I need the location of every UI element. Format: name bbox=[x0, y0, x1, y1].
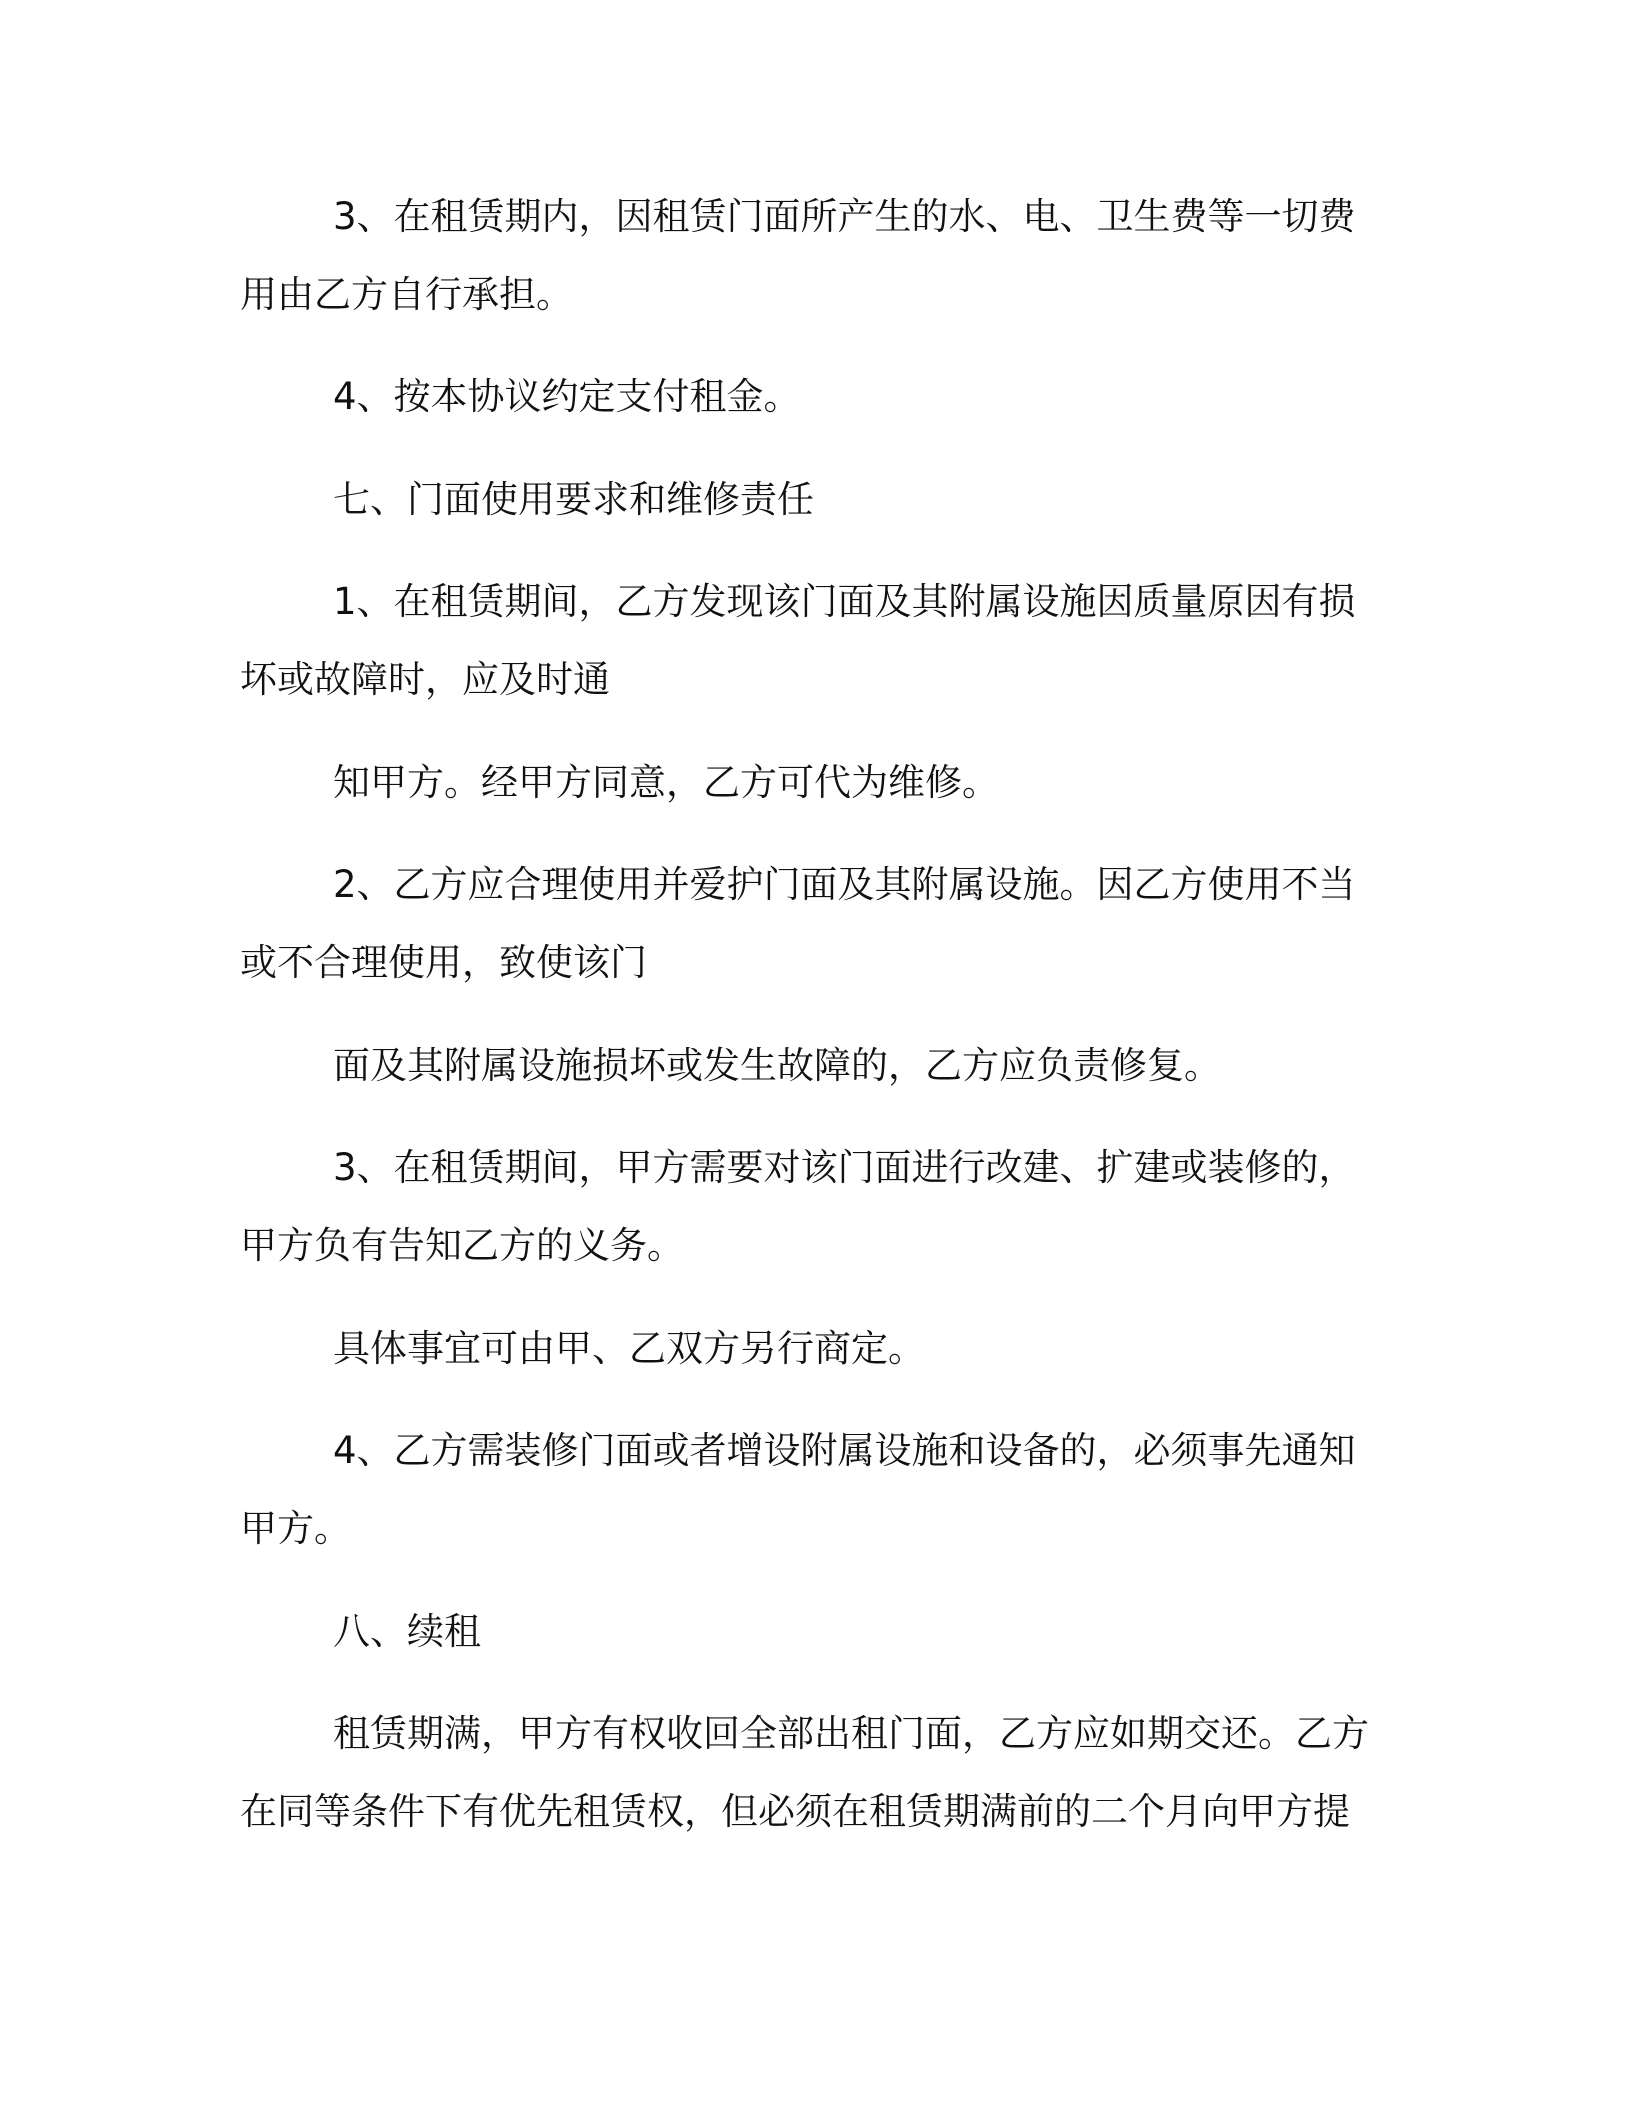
text-line: 4、按本协议约定支付租金。 bbox=[333, 375, 801, 418]
text-line: 面及其附属设施损坏或发生故障的，乙方应负责修复。 bbox=[333, 1044, 1221, 1087]
text-line: 用由乙方自行承担。 bbox=[240, 273, 573, 316]
text-line: 2、乙方应合理使用并爱护门面及其附属设施。因乙方使用不当 bbox=[333, 863, 1356, 906]
text-line: 租赁期满，甲方有权收回全部出租门面，乙方应如期交还。乙方 bbox=[333, 1712, 1369, 1755]
text-line: 甲方负有告知乙方的义务。 bbox=[240, 1224, 684, 1267]
section-heading: 八、续租 bbox=[333, 1610, 481, 1653]
text-line: 或不合理使用，致使该门 bbox=[240, 941, 647, 984]
text-line: 1、在租赁期间，乙方发现该门面及其附属设施因质量原因有损 bbox=[333, 580, 1356, 623]
text-line: 具体事宜可由甲、乙双方另行商定。 bbox=[333, 1327, 925, 1370]
section-heading: 七、门面使用要求和维修责任 bbox=[333, 478, 814, 521]
text-line: 知甲方。经甲方同意，乙方可代为维修。 bbox=[333, 761, 999, 804]
text-line: 在同等条件下有优先租赁权，但必须在租赁期满前的二个月向甲方提 bbox=[240, 1790, 1350, 1833]
text-line: 4、乙方需装修门面或者增设附属设施和设备的，必须事先通知 bbox=[333, 1429, 1356, 1472]
text-line: 甲方。 bbox=[240, 1507, 351, 1550]
text-line: 3、在租赁期间，甲方需要对该门面进行改建、扩建或装修的， bbox=[333, 1146, 1356, 1189]
text-line: 坏或故障时，应及时通 bbox=[240, 658, 610, 701]
text-line: 3、在租赁期内，因租赁门面所产生的水、电、卫生费等一切费 bbox=[333, 195, 1356, 238]
